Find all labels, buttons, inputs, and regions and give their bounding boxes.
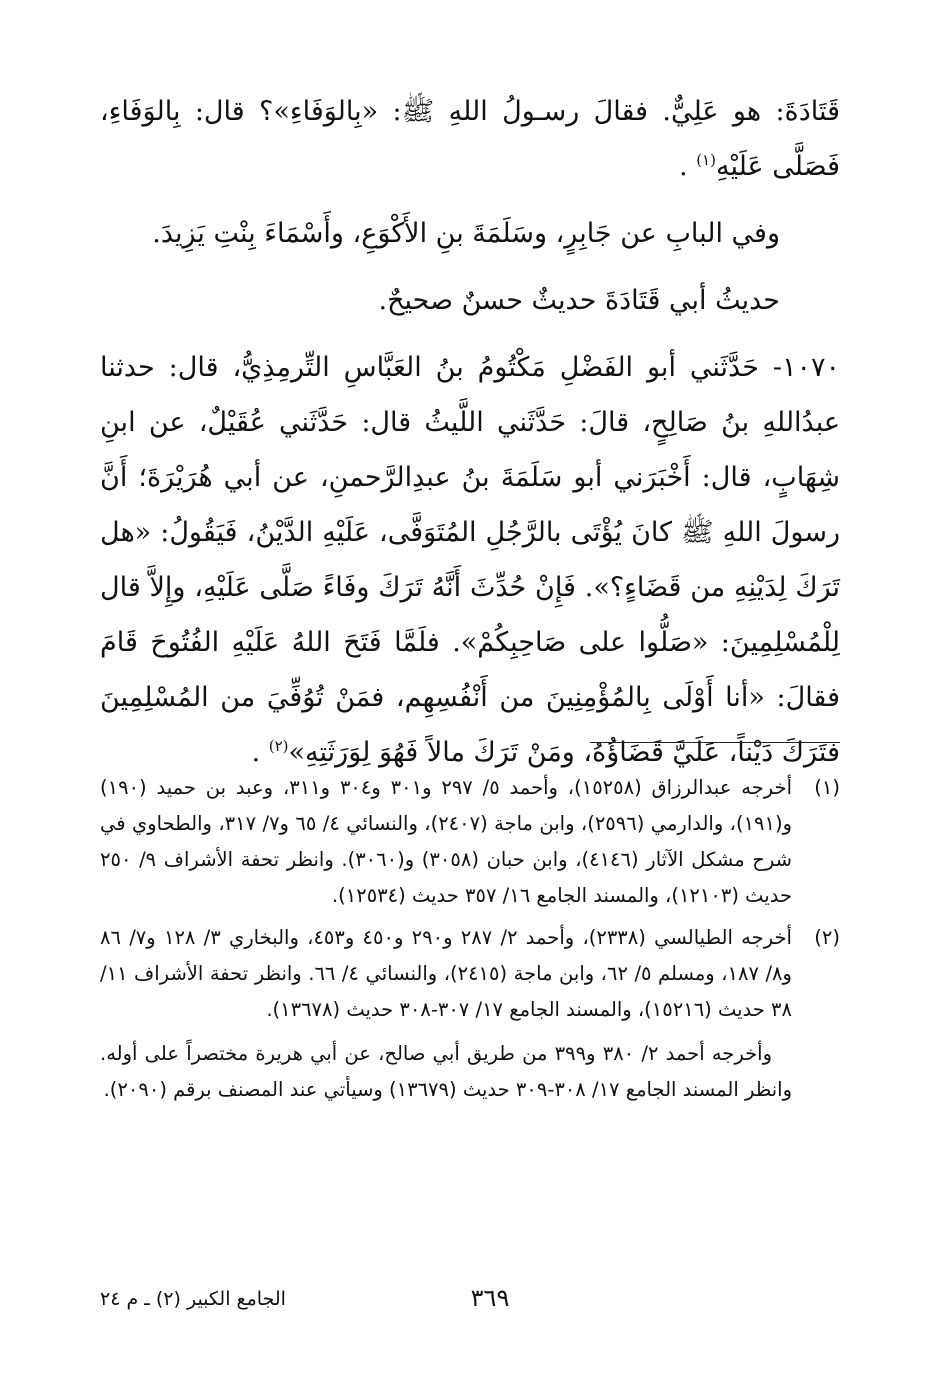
hadith-end-mark: . bbox=[251, 737, 269, 768]
page-footer bbox=[100, 1284, 840, 1324]
footnotes-section bbox=[100, 770, 840, 1108]
page-number: ٣٦٩ bbox=[470, 1284, 510, 1312]
paragraph-continuation bbox=[100, 84, 840, 194]
paragraph-in-the-chapter: وفي البابِ عن جَابِرٍ، وسَلَمَةَ بنِ الأَكْوَعِ، وأَسْمَاءَ بِنْتِ يَزِيدَ. bbox=[152, 218, 780, 249]
footnote-separator bbox=[590, 742, 840, 743]
footnote-text: أخرجه الطيالسي (٢٣٣٨)، وأحمد ٢/ ٢٨٧ و٢٩٠ و٤٥٠ و٤٥٣، والبخاري ٣/ ١٢٨ و٧/ ٨٦ و٨/ ١٨٧، ومسلم ٥/ ٦٢، وابن ماجة (٢٤١٥)، والنسائي ٤/ ٦٦. وانظر تحفة الأشراف ١١/ ٣٨ حديث (١٥٢١٦)، والمسند الجامع ١٧/ ٣٠٧-٣٠٨ حديث (١٣٦٧٨). bbox=[100, 926, 792, 1021]
footnote-text: أخرجه عبدالرزاق (١٥٢٥٨)، وأحمد ٥/ ٢٩٧ و٣٠١ و٣٠٤ و٣١١، وعبد بن حميد (١٩٠) و(١٩١)، والدارمي (٢٥٩٦)، وابن ماجة (٢٤٠٧)، والنسائي ٤/ ٦٥ و٧/ ٣١٧، والطحاوي في شرح مشكل الآثار (٤١٤٦)، وابن حبان (٣٠٥٨) و(٣٠٦٠). وانظر تحفة الأشراف ٩/ ٢٥٠ حديث (١٢١٠٣)، والمسند الجامع ١٦/ ٣٥٧ حديث (١٢٥٣٤). bbox=[100, 776, 793, 907]
paragraph-text: قَتَادَةَ: هو عَلِيٌّ. فقالَ رسـولُ اللهِ ﷺ: «بِالوَفَاءِ»؟ قال: بِالوَفَاءِ، فَصَلَّى عَلَيْهِ bbox=[100, 96, 840, 182]
hadith-text: ١٠٧٠- حَدَّثَني أبو الفَضْلِ مَكْتُومُ بنُ العَبَّاسِ التِّرمِذِيُّ، قال: حدثنا عبدُاللهِ بنُ صَالِحٍ، قالَ: حَدَّثَني اللَّيثُ قال: حَدَّثَني عُقَيْلٌ، عن ابنِ شِهَابٍ، قال: أَخْبَرَني أبو سَلَمَةَ بنُ عبدِالرَّحمنِ، عن أبي هُرَيْرَةَ؛ أَنَّ رسولَ اللهِ ﷺ كانَ يُؤْتَى بالرَّجُلِ المُتَوَفَّى، عَلَيْهِ الدَّيْنُ، فَيَقُولُ: «هل تَرَكَ لِدَيْنِهِ من قَضَاءٍ؟». فَإِنْ حُدِّثَ أَنَّهُ تَرَكَ وفَاءً صَلَّى عَلَيْهِ، وإِلاَّ قال لِلْمُسْلِمِينَ: «صَلُّوا على صَاحِبِكُمْ». فلَمَّا فَتَحَ اللهُ عَلَيْهِ الفُتُوحَ قَامَ فقالَ: «أنا أَوْلَى بِالمُؤْمِنِينَ من أَنْفُسِهِم، فمَنْ تُوُفِّيَ من المُسْلِمِينَ فتَرَكَ دَيْناً، عَلَيَّ قَضَاؤُهُ، ومَنْ تَرَكَ مالاً فَهُوَ لِوَرَثَتِهِ» bbox=[100, 352, 840, 768]
footnote-number: (١) bbox=[814, 776, 840, 799]
footnote-1 bbox=[100, 770, 840, 914]
paragraph-grading: حديثُ أبي قَتَادَةَ حديثٌ حسنٌ صحيحٌ. bbox=[378, 285, 780, 316]
footnote-marker-2: (٢) bbox=[268, 737, 289, 755]
main-text-block bbox=[100, 84, 840, 780]
footnote-2 bbox=[100, 920, 840, 1028]
footnote-number: (٢) bbox=[814, 926, 840, 949]
footnote-2-continuation: وأخرجه أحمد ٢/ ٣٨٠ و٣٩٩ من طريق أبي صالح، عن أبي هريرة مختصراً على أوله. وانظر المسند الجامع ١٧/ ٣٠٨-٣٠٩ حديث (١٣٦٧٩) وسيأتي عند المصنف برقم (٢٠٩٠). bbox=[100, 1042, 792, 1101]
book-signature: الجامع الكبير (٢) ـ م ٢٤ bbox=[100, 1288, 286, 1310]
hadith-1070 bbox=[100, 340, 840, 780]
footnote-marker-1: (١) bbox=[696, 151, 716, 169]
paragraph-end-mark: . bbox=[679, 151, 697, 182]
